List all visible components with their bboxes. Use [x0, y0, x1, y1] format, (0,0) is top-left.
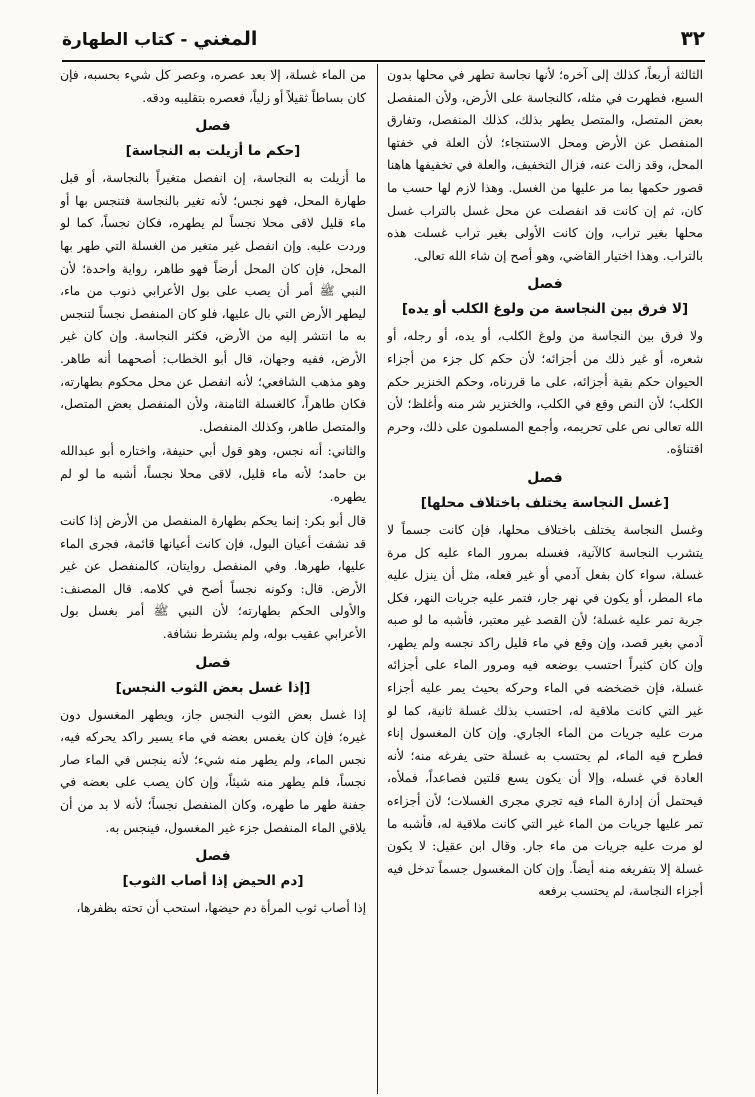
section-label: فصل — [527, 276, 563, 293]
book-title: المغني — [193, 28, 258, 50]
section-label: فصل — [195, 654, 231, 671]
section-title: [حكم ما أزيلت به النجاسة] — [125, 143, 301, 160]
paragraph: قال أبو بكر: إنما يحكم بطهارة المنفصل من الأرض إذا كانت قد نشفت أعيان البول، فإن كانت أعيانها قائمة، فجرى الماء عليها، طهرها. وفي المنفصل روايتان، كالمنفصل عن غير الأرض. قال: وكونه نجساً أصح في كلامه. قال المصنف: والأولى الحكم بطهارته؛ لأن النبي ﷺ أمر بغسل بول الأعرابي عقيب بوله، ولم يشترط نشافة. — [60, 514, 366, 642]
running-title — [62, 28, 257, 50]
paragraph: والثاني: أنه نجس، وهو قول أبي حنيفة، واختاره أبو عبدالله بن حامد؛ لأنه ماء قليل، لاقى محلا نجساً، أشبه ما لو لم يطهره. — [60, 444, 366, 504]
paragraph: إذا أصاب ثوب المرأة دم حيضها، استحب أن تحته بظفرها، — [76, 901, 366, 916]
section-title: [إذا غسل بعض الثوب النجس] — [115, 679, 311, 696]
title-separator: - — [174, 30, 194, 50]
paragraph: من الماء غسلة، إلا بعد عصره، وعصر كل شيء بحسبه، فإن كان بساطاً ثقيلاً أو زلياً، فعصره بتقليبه ودقه. — [60, 68, 366, 105]
page-header — [62, 26, 705, 62]
left-column — [60, 64, 366, 1094]
section-label: فصل — [195, 118, 231, 135]
section-title: [غسل النجاسة يختلف باختلاف محلها] — [420, 494, 670, 511]
section-title: [دم الحيض إذا أصاب الثوب] — [122, 873, 304, 890]
page-number: ٣٢ — [680, 26, 705, 50]
chapter-title: كتاب الطهارة — [62, 30, 175, 50]
right-column — [387, 64, 703, 1094]
paragraph: ما أزيلت به النجاسة، إن انفصل متغيراً بالنجاسة، أو قبل طهارة المحل، فهو نجس؛ لأنه تغير بالنجاسة فتنجس بها أو ماء قليل لاقى محلا نجساً لم يطهره، فكان نجساً، كما لو وردت عليه. وإن انفصل غير متغير من الغسلة التي طهر بها المحل، فإن كان المحل أرضاً فهو طاهر، رواية واحدة؛ لأن النبي ﷺ أمر أن يصب على بول الأعرابي ذنوب من ماء، ليطهر الأرض التي بال عليها، فلو كان المنفصل نجساً لتنجس به ما انتشر إليه من الأرض، فكثر النجاسة. وإن كان غير الأرض، ففيه وجهان، قال أبو الخطاب: أصحهما أنه طاهر. وهو مذهب الشافعي؛ لأنه انفصل عن محل محكوم بطهارته، فكان طاهراً، كالغسلة الثامنة، ولأن المنفصل بعض المتصل، والمتصل طاهر، وكذلك المنفصل. — [60, 171, 366, 434]
section-label: فصل — [527, 469, 563, 486]
paragraph: ولا فرق بين النجاسة من ولوغ الكلب، أو يده، أو رجله، أو شعره، أو غير ذلك من أجزائه؛ لأن حكم كل جزء من أجزاء الحيوان حكم بقية أجزائه، على ما قررناه، وحكم الخنزير حكم الكلب؛ لأن النص وقع في الكلب، والخنزير شر منه وأغلظ؛ لأن الله تعالى نص على تحريمه، وأجمع المسلمون على ذلك، وحرم اقتناؤه. — [387, 329, 703, 457]
section-title: [لا فرق بين النجاسة من ولوغ الكلب أو يده] — [401, 301, 689, 318]
column-divider — [377, 64, 378, 1094]
paragraph: إذا غسل بعض الثوب النجس جاز، ويطهر المغسول دون غيره؛ فإن كان يغمس بعضه في ماء يسير راكد يحركه فيه، نجس الماء، ولم يطهر منه شيء؛ لأنه ينجس في الماء صار نجساً، فلم يطهر منه شيئاً، وإن كان يصب على بعضه في جفنة طهر ما طهره، وكان المنفصل نجساً؛ لأنه لا بد من أن يلاقي الماء المنفصل جزء غير المغسول، فينجس به. — [60, 707, 366, 835]
paragraph: وغسل النجاسة يختلف باختلاف محلها، فإن كانت جسماً لا يتشرب النجاسة كالآنية، فغسله بمرور الماء عليه كل مرة غسلة، سواء كان بفعل آدمي أو غير فعله، مثل أن ينزل عليه ماء المطر، أو يكون في نهر جار، فتمر عليه جريات النهر، فكل جرية تمر عليه غسلة؛ لأن القصد غير معتبر، فأشبه ما لو صبه آدمي بغير قصد، وإن وقع في ماء قليل راكد نجسه ولم يطهر، وإن كان كثيراً احتسب بوضعه فيه ومرور الماء على أجزائه غسلة، فإن خضخضه في الماء وحركه بحيث يمر عليه أجزاء غير التي كانت ملاقية له، احتسب بذلك غسلة ثانية، كما لو مرت عليه جريات من الماء الجاري. وإن كان المغسول إناء فطرح فيه الماء، لم يحتسب به غسلة حتى يفرغه منه؛ لأنه العادة في غسله، وإلا أن يكون يسع قلتين فصاعداً، فملأه، فيحتمل أن إدارة الماء فيه تجري مجرى الغسلات؛ لأن أجزاءه تمر عليها جريات من الماء غير التي كانت ملاقية له، فأشبه ما لو مرت عليه جريات من ماء جار. وقال ابن عقيل: لا يكون غسلة إلا بتفريغه منه أيضاً. وإن كان المغسول جسماً تدخل فيه أجزاء النجاسة، لم يحتسب برفعه — [387, 522, 703, 899]
paragraph: الثالثة أربعاً، كذلك إلى آخره؛ لأنها نجاسة تطهر في محلها بدون السبع، فطهرت في مثله، كالنجاسة على الأرض، ولأن المنفصل بعض المتصل، والمتصل يطهر بذلك، كذلك المنفصل، وتفارق المنفصل عن الأرض ومحل الاستنجاء؛ لأن العلة في خفتها المحل، وقد زالت عنه، فزال التخفيف، والعلة في تخفيفها هاهنا قصور حكمها بما مر عليها من الغسل. وهذا لازم لها حسب ما كان، ثم إن كانت قد انفصلت عن محل غسل بالتراب غسل محلها بغير تراب، وإن كانت الأولى بغير تراب غسلت هذه بالتراب. وهذا اختيار القاضي، وهو أصح إن شاء الله تعالى. — [387, 68, 703, 263]
section-label: فصل — [195, 848, 231, 865]
